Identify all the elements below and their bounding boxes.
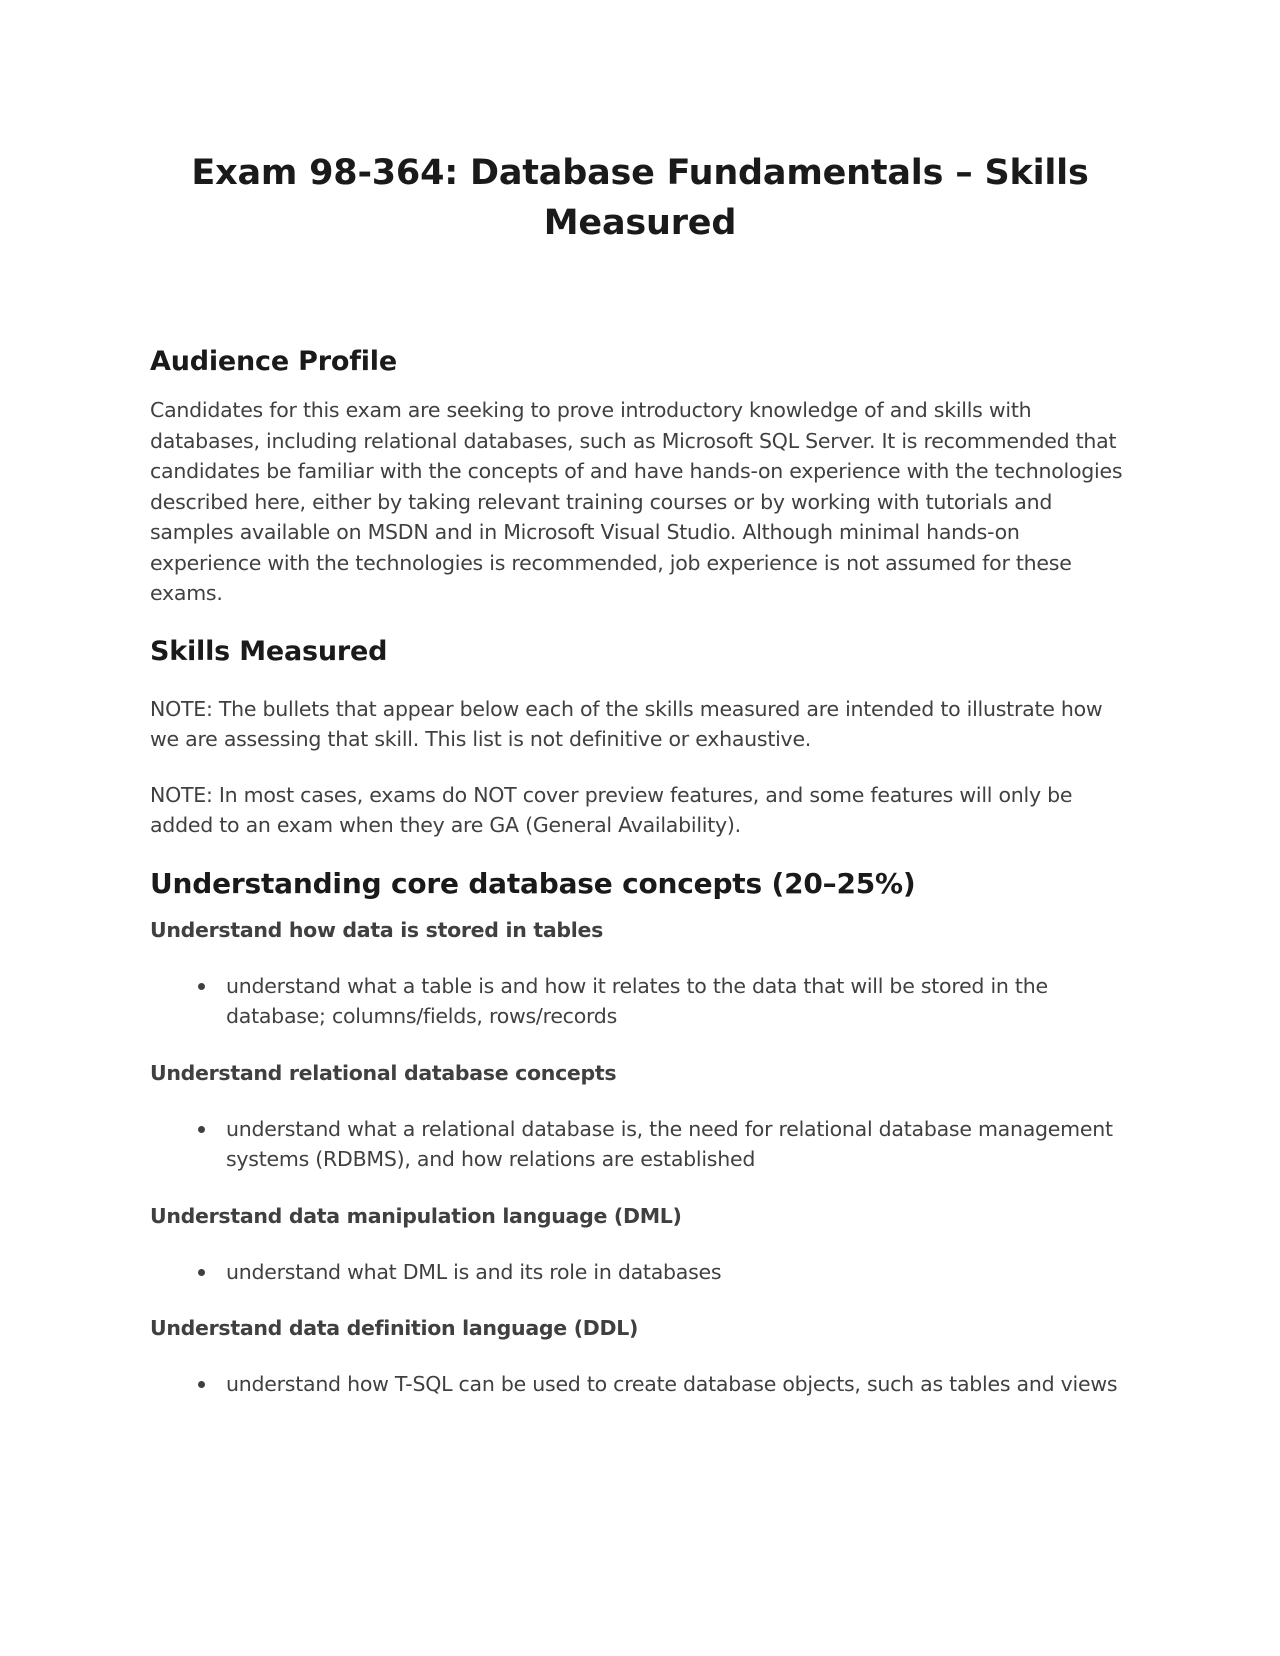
audience-profile-heading: Audience Profile <box>150 346 397 377</box>
topic-bullet-list <box>150 971 1135 1032</box>
topic-tables <box>150 915 1135 1032</box>
topic-dml <box>150 1201 1135 1288</box>
core-concepts-section <box>150 866 1135 1400</box>
topic-title: Understand data definition language (DDL) <box>150 1316 639 1340</box>
topic-ddl <box>150 1313 1135 1400</box>
topic-title: Understand data manipulation language (DML) <box>150 1203 682 1228</box>
skills-note-1: NOTE: The bullets that appear below each of the skills measured are intended to illustrate how we are assessing that skill. This list is not definitive or exhaustive. <box>150 696 1103 751</box>
topic-bullet-list <box>150 1369 1135 1400</box>
skills-measured-section <box>150 634 1135 841</box>
topic-relational <box>150 1058 1135 1175</box>
bullet-icon <box>198 1381 205 1388</box>
bullet-icon <box>198 983 205 990</box>
core-concepts-heading: Understanding core database concepts (20–25%) <box>150 866 916 900</box>
list-item <box>150 1369 1135 1400</box>
list-item <box>150 1257 1135 1288</box>
document-content <box>150 344 1135 1400</box>
bullet-icon <box>198 1126 205 1133</box>
list-item <box>150 1114 1135 1175</box>
bullet-icon <box>198 1269 205 1276</box>
audience-profile-section <box>150 344 1135 609</box>
list-item <box>150 971 1135 1032</box>
list-item-text: understand what DML is and its role in databases <box>226 1259 722 1284</box>
skills-measured-heading: Skills Measured <box>150 635 388 667</box>
list-item-text: understand how T-SQL can be used to create database objects, such as tables and views <box>226 1372 1118 1396</box>
topic-bullet-list <box>150 1114 1135 1175</box>
topic-title: Understand how data is stored in tables <box>150 917 603 942</box>
topic-title: Understand relational database concepts <box>150 1060 617 1085</box>
list-item-text: understand what a relational database is, the need for relational database management systems (RDBMS), and how relations are established <box>226 1116 1113 1171</box>
topic-bullet-list <box>150 1257 1135 1288</box>
skills-note-2: NOTE: In most cases, exams do NOT cover preview features, and some features will only be added to an exam when they are GA (General Availability). <box>150 782 1073 837</box>
audience-profile-body: Candidates for this exam are seeking to prove introductory knowledge of and skills with databases, including relational databases, such as Microsoft SQL Server. It is recommended that candidates be familiar with the concepts of and have hands-on experience with the technologies described here, either by taking relevant training courses or by working with tutorials and samples available on MSDN and in Microsoft Visual Studio. Although minimal hands-on experience with the technologies is recommended, job experience is not assumed for these exams. <box>150 398 1123 605</box>
document-title: Exam 98-364: Database Fundamentals – Skills Measured <box>191 153 1089 243</box>
list-item-text: understand what a table is and how it relates to the data that will be stored in the database; columns/fields, rows/records <box>226 973 1048 1028</box>
